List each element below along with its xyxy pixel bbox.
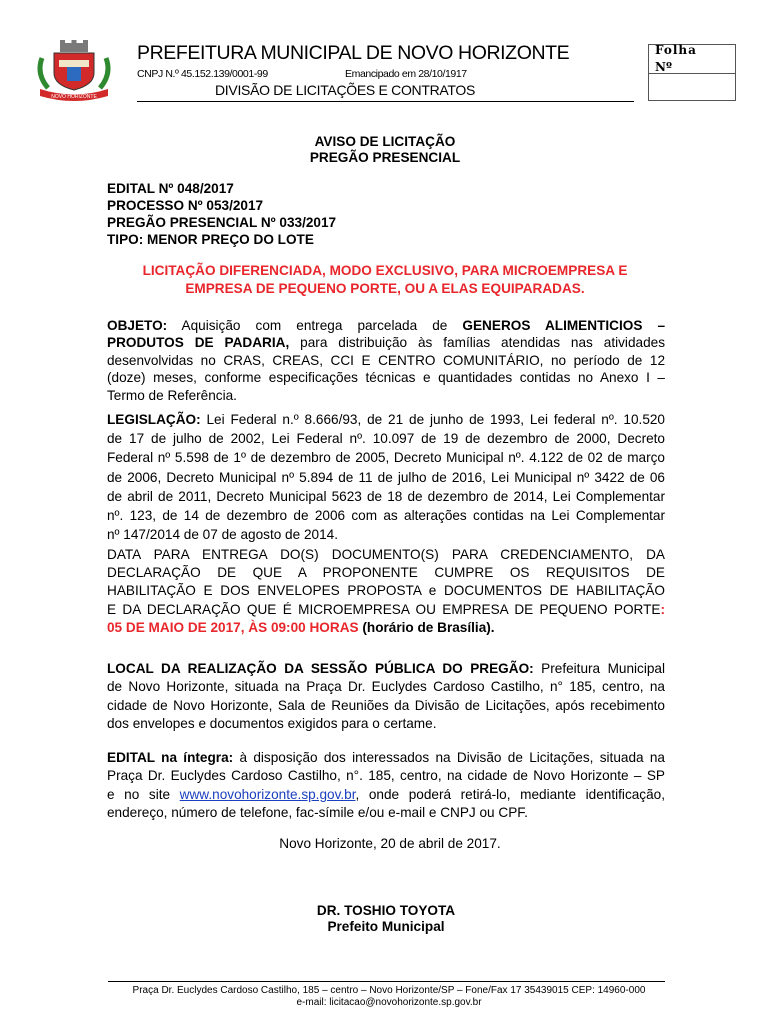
edital-text-2: Praça Dr. Euclydes Cardoso Castilho, n°. 185, centro, na cidade de Novo Horizonte – SP [107,768,665,784]
delivery-date: 05 DE MAIO DE 2017, ÀS 09:00 HORAS [107,619,359,635]
objeto-generos: GENEROS ALIMENTICIOS – [462,318,666,333]
exclusive-notice-line-1: LICITAÇÃO DIFERENCIADA, MODO EXCLUSIVO, PARA MICROEMPRESA E [142,263,628,278]
legislacao-text-4: de 2006, Decreto Municipal nº 5.894 de 11 de julho de 2016, Lei Municipal nº 3422 de 06 [107,469,665,485]
signer-name: DR. TOSHIO TOYOTA [316,903,456,918]
cnpj-number: CNPJ N.º 45.152.139/0001-99 [137,68,268,80]
objeto-text-5: Termo de Referência. [107,387,237,403]
edital-paragraph [107,749,665,823]
objeto-text-4: (doze) meses, conforme especificações técnicas e quantidades contidas no Anexo I – [107,370,665,386]
delivery-date-paragraph [107,546,665,637]
exclusive-notice-line-2: EMPRESA DE PEQUENO PORTE, OU A ELAS EQUIPARADAS. [185,281,585,296]
local-text-3: cidade de Novo Horizonte, Sala de Reuniões da Divisão de Licitações, após recebimento [107,697,665,713]
municipality-title: PREFEITURA MUNICIPAL DE NOVO HORIZONTE [137,42,570,64]
objeto-text-2b: para distribuição às famílias atendidas nas atividades [300,335,665,351]
legislacao-paragraph [107,410,665,544]
tipo-criterion: TIPO: MENOR PREÇO DO LOTE [107,232,314,247]
local-label: LOCAL DA REALIZAÇÃO DA SESSÃO PÚBLICA DO PREGÃO: [107,661,534,676]
edital-text-3a: e no site [107,786,171,802]
objeto-text-3: desenvolvidas no CRAS, CREAS, CCI E CENTRO COMUNITÁRIO, no período de 12 [107,352,665,368]
edital-label: EDITAL na íntegra: [107,750,234,765]
legislacao-label: LEGISLAÇÃO: [107,412,201,427]
numero-label: Nº [655,60,672,74]
emancipation-date: Emancipado em 28/10/1917 [345,68,467,80]
signer-role: Prefeito Municipal [327,919,445,934]
legislacao-text-6: nº. 123, de 14 de dezembro de 2006 com as alterações contidas na Lei Complementar [107,508,665,524]
local-text-2: de Novo Horizonte, situada na Praça Dr. Euclydes Cardoso Castilho, n° 185, centro, na [107,679,665,695]
folha-label: Folha [655,43,697,57]
notice-subtitle: PREGÃO PRESENCIAL [309,150,461,165]
edital-text-4: endereço, número de telefone, fac-símile e/ou e-mail e CNPJ ou CPF. [107,805,528,821]
delivery-timezone: (horário de Brasília). [362,619,495,635]
delivery-text-4: E DA DECLARAÇÃO QUE É MICROEMPRESA OU EMPRESA DE PEQUENO PORTE [107,601,661,617]
objeto-padaria: PRODUTOS DE PADARIA, [107,335,290,351]
edital-number: EDITAL Nº 048/2017 [107,181,234,196]
objeto-paragraph [107,317,665,404]
notice-title: AVISO DE LICITAÇÃO [314,134,456,149]
local-paragraph [107,660,665,734]
crest-motto: NOVO HORIZONTE [51,94,97,100]
edital-text-1: à disposição dos interessados na Divisão de Licitações, situada na [239,750,665,765]
legislacao-text-2: de 17 de julho de 2002, Lei Federal nº. 10.097 de 19 de dezembro de 2000, Decreto [107,431,665,447]
delivery-text-1: DATA PARA ENTREGA DO(S) DOCUMENTO(S) PARA CREDENCIAMENTO, DA [107,547,665,562]
objeto-text-1a: Aquisição com entrega parcelada de [181,318,448,333]
legislacao-text-7: nº 147/2014 de 07 de agosto de 2014. [107,527,338,543]
municipal-crest-logo [34,40,114,104]
legislacao-text-5: de abril de 2011, Decreto Municipal 5623 de 18 de dezembro de 2014, Lei Complementar [107,488,665,504]
objeto-label: OBJETO: [107,318,168,333]
legislacao-text-3: Federal nº 5.598 de 1º de dezembro de 2005, Decreto Municipal nº. 4.122 de 02 de março [107,450,665,466]
processo-number: PROCESSO Nº 053/2017 [107,198,264,213]
delivery-colon: : [660,601,665,617]
delivery-text-2: DECLARAÇÃO DE QUE A PROPONENTE CUMPRE OS REQUISITOS DE [107,565,665,581]
place-and-date: Novo Horizonte, 20 de abril de 2017. [279,836,501,851]
local-text-1: Prefeitura Municipal [541,661,666,676]
delivery-text-3: HABILITAÇÃO E DOS ENVELOPES PROPOSTA e DOCUMENTOS DE HABILITAÇÃO [107,583,665,599]
pregao-number: PREGÃO PRESENCIAL Nº 033/2017 [107,215,337,230]
website-link[interactable]: www.novohorizonte.sp.gov.br [179,786,356,802]
local-text-4: dos envelopes e documentos exigidos para o certame. [107,716,437,732]
footer-email: e-mail: licitacao@novohorizonte.sp.gov.br [296,997,482,1008]
legislacao-text-1: Lei Federal n.º 8.666/93, de 21 de junho de 1993, Lei federal nº. 10.520 [206,412,665,427]
edital-text-3b: , onde poderá retirá-lo, mediante identificação, [355,786,665,802]
footer-divider [108,981,665,982]
header-divider [137,101,634,102]
division-name: DIVISÃO DE LICITAÇÕES E CONTRATOS [215,82,476,98]
footer-address: Praça Dr. Euclydes Cardoso Castilho, 185 – centro – Novo Horizonte/SP – Fone/Fax 17 35439015 CEP: 14960-000 [132,985,646,996]
